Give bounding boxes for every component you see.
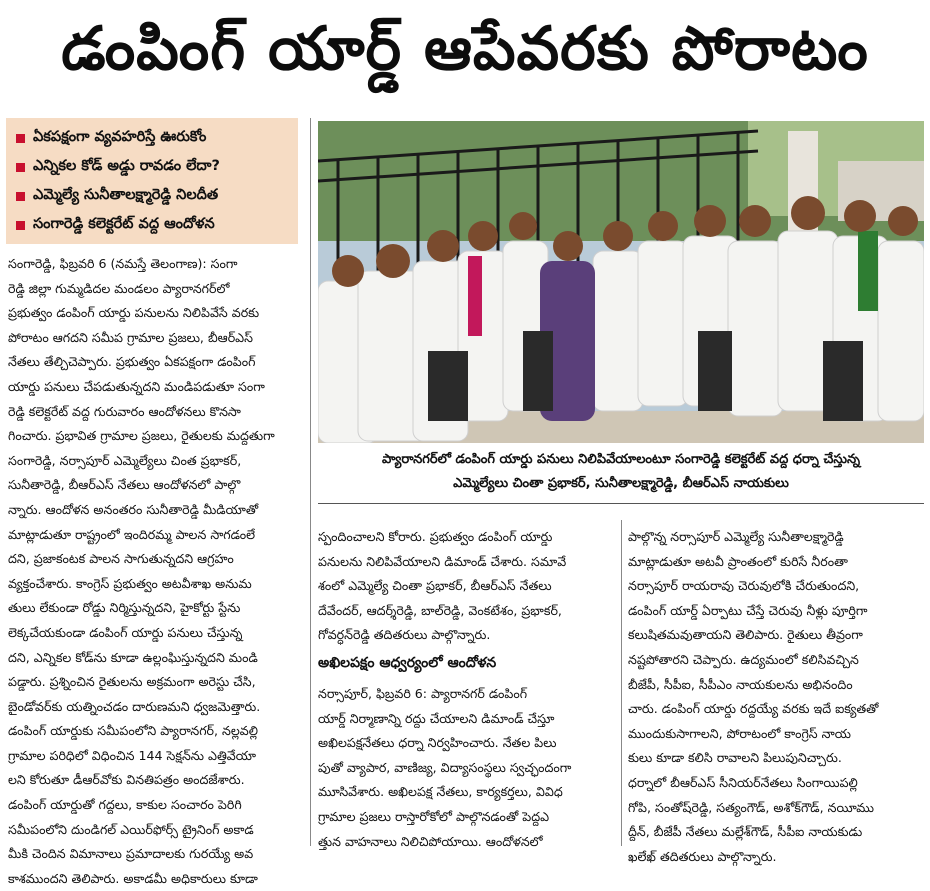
section-subhead: అఖిలపక్షం ఆధ్వర్యంలో ఆందోళన — [318, 654, 497, 671]
article-line: లని కోరుతూ డీఆర్‌వోకు వినతిపత్రం అందజేశారు. — [8, 772, 245, 788]
article-line: మాట్లాడుతూ రాష్ట్రంలో ఇందిరమ్మ పాలన సాగడంలే — [8, 526, 256, 542]
article-line: కాశముందని తెలిపారు. అకాడమీ అధికారులు కూడా — [8, 870, 258, 886]
article-line: గోపి, సంతోష్‌రెడ్డి, సత్యంగౌడ్, అశోక్‌గౌడ్, నయీము — [628, 799, 874, 815]
headline: డంపింగ్ యార్డ్ ఆపేవరకు పోరాటం — [61, 14, 869, 84]
article-line: ధర్నాలో బీఆర్‌ఎస్ సీనియర్‌నేతలు సింగాయిపల్లి — [628, 774, 858, 790]
bullet-square-icon — [16, 134, 25, 143]
article-line: దని, ప్రజాకంటక పాలన సాగుతున్నదని ఆగ్రహం — [8, 551, 234, 567]
highlight-item — [16, 182, 290, 211]
article-line: రెడ్డి జిల్లా గుమ్మడిదల మండలం ప్యారానగర్‌లో — [8, 280, 230, 296]
article-line: నష్టపోతారని చెప్పారు. ఉద్యమంలో కలిసివచ్చిన — [628, 651, 859, 667]
article-line: నర్సాపూర్, ఫిబ్రవరి 6: ప్యారానగర్ డంపింగ్ — [318, 685, 528, 701]
article-line: రెడ్డి కలెక్టరేట్ వద్ద గురువారం ఆందోళనలు కొనసా — [8, 403, 241, 419]
article-line: ద్దీన్, బీజేపీ నేతలు మల్లేశ్‌గౌడ్, సీపీఐ నాయకుడు — [628, 824, 863, 840]
article-line: కలుషితమవుతాయని తెలిపారు. రైతులు తీవ్రంగా — [628, 627, 863, 643]
article-column-1 — [8, 252, 303, 891]
article-line: నర్సాపూర్ రాయరావు చెరువులోకి చేరుతుందని, — [628, 578, 860, 594]
article-line: దేవేందర్, ఆదర్శ్‌రెడ్డి, బాల్‌రెడ్డి, వెంకటేశం, ప్రభాకర్, — [318, 602, 562, 618]
article-line: దని, ఎన్నికల కోడ్‌ను కూడా ఉల్లంఘిస్తున్నదని మండి — [8, 649, 258, 665]
photo-caption — [318, 448, 924, 504]
caption-line: ఎమ్మెల్యేలు చింతా ప్రభాకర్, సునీతాలక్ష్మారెడ్డి, బీఆర్‌ఎస్ నాయకులు — [453, 476, 789, 491]
article-line: యార్డ్ నిర్మాణాన్ని రద్దు చేయాలని డిమాండ్ చేస్తూ — [318, 710, 555, 726]
article-line: బైండోవర్‌కు యత్నించడం దారుణమని ధ్వజమెత్తారు. — [8, 698, 261, 714]
highlight-text: ఏకపక్షంగా వ్యవహరిస్తే ఊరుకోం — [33, 128, 207, 145]
article-line: పాల్గొన్న నర్సాపూర్ ఎమ్మెల్యే సునీతాలక్ష్మారెడ్డి — [628, 529, 844, 544]
article-line: ఖలేఖ్ తదితరులు పాల్గొన్నారు. — [628, 848, 777, 864]
article-line: లెక్కచేయకుండా డంపింగ్ యార్డు పనులు చేస్తున్న — [8, 624, 243, 640]
article-line: సమీపంలోని దుండిగల్ ఎయిర్‌ఫోర్స్ ట్రైనింగ్ అకాడ — [8, 821, 254, 837]
highlight-text: ఎన్నికల కోడ్ అడ్డు రావడం లేదా? — [33, 157, 220, 174]
article-line: మూసివేశారు. అఖిలపక్ష నేతలు, కార్యకర్తలు, వివిధ — [318, 784, 563, 800]
column-divider — [621, 520, 622, 846]
article-column-3 — [628, 525, 924, 869]
article-line: పనులను నిలిపివేయాలని డిమాండ్ చేశారు. సమావే — [318, 553, 567, 569]
article-line: డంపింగ్ యార్డుతో గద్దలు, కాకుల సంచారం పెరిగి — [8, 797, 242, 813]
article-line: కులు కూడా కలిసి రావాలని పిలుపునిచ్చారు. — [628, 750, 842, 766]
article-line: గోవర్ధన్‌రెడ్డి తదితరులు పాల్గొన్నారు. — [318, 627, 491, 643]
article-line: బీజేపీ, సీపీఐ, సీపీఎం నాయకులను అభినందిం — [628, 676, 853, 692]
article-line: మాట్లాడుతూ అటవీ ప్రాంతంలో కురిసే నీరంతా — [628, 553, 848, 569]
article-line: పడ్డారు. ప్రశ్నించిన రైతులను అక్రమంగా అరెస్టు చేసి, — [8, 674, 256, 690]
article-line: సునీతారెడ్డి, బీఆర్‌ఎస్ నేతలు ఆందోళనలో పాల్గొ — [8, 477, 241, 493]
article-line: సంగారెడ్డి, ఫిబ్రవరి 6 (నమస్తే తెలంగాణ): సంగా — [8, 256, 238, 271]
article-line: ప్రభుత్వం డంపింగ్ యార్డు పనులను నిలిపివేసే వరకు — [8, 305, 260, 321]
highlight-item — [16, 124, 290, 153]
article-line: న్నారు. ఆందోళన అనంతరం సునీతారెడ్డి మీడియాతో — [8, 501, 259, 517]
article-line: వ్యక్తంచేశారు. కాంగ్రెస్ ప్రభుత్వం అటవీశాఖ అనుమ — [8, 575, 252, 591]
article-line: తులు లేకుండా రోడ్డు నిర్మిస్తున్నదని, హైకోర్టు స్టేను — [8, 600, 241, 616]
photo-of-protest — [318, 121, 924, 443]
article-line: యార్డు పనులు చేపడుతున్నదని మండిపడుతూ సంగా — [8, 378, 265, 394]
article-line: ముందుకుసాగాలని, పోరాటంలో కాంగ్రెస్ నాయ — [628, 725, 851, 741]
article-line: అఖిలపక్షనేతలు ధర్నా నిర్వహించారు. నేతల పిలు — [318, 735, 557, 751]
highlight-text: ఎమ్మెల్యే సునీతాలక్ష్మారెడ్డి నిలదీత — [33, 186, 219, 203]
column-divider — [310, 118, 311, 846]
article-column-2 — [318, 525, 616, 854]
article-line: గించారు. ప్రభావిత గ్రామాల ప్రజలు, రైతులకు మద్దతుగా — [8, 428, 275, 444]
article-line: శంలో ఎమ్మెల్యే చింతా ప్రభాకర్, బీఆర్‌ఎస్ నేతలు — [318, 578, 552, 594]
highlight-text: సంగారెడ్డి కలెక్టరేట్ వద్ద ఆందోళన — [33, 215, 215, 232]
bullet-square-icon — [16, 192, 25, 201]
article-line: గ్రామాల పరిధిలో విధించిన 144 సెక్షన్‌ను ఎత్తివేయా — [8, 747, 256, 763]
article-line: నేతలు తేల్చిచెప్పారు. ప్రభుత్వం ఏకపక్షంగా డంపింగ్ — [8, 354, 256, 370]
article-line: స్పందించాలని కోరారు. ప్రభుత్వం డంపింగ్ యార్డు — [318, 529, 553, 544]
protest-photo — [318, 121, 924, 443]
article-line: పోరాటం ఆగదని సమీప గ్రామాల ప్రజలు, బీఆర్‌ఎస్ — [8, 329, 253, 345]
bullet-square-icon — [16, 221, 25, 230]
article-line: గ్రామాల ప్రజలు రాస్తారోకోలో పాల్గొనడంతో పెద్దఎ — [318, 808, 550, 824]
highlight-item — [16, 153, 290, 182]
article-line: డంపింగ్ యార్డుకు సమీపంలోని ప్యారానగర్, నల్లవల్లి — [8, 723, 258, 739]
article-line: మీకి చెందిన విమానాలు ప్రమాదాలకు గురయ్యే అవ — [8, 846, 254, 862]
caption-line: ప్యారానగర్‌లో డంపింగ్ యార్డు పనులు నిలిపివేయాలంటూ సంగారెడ్డి కలెక్టరేట్ వద్ద ధర్నా చేస్తున్న — [382, 452, 860, 467]
bullet-square-icon — [16, 163, 25, 172]
highlights-box — [6, 118, 298, 244]
article-line: పుతో వ్యాపార, వాణిజ్య, విద్యాసంస్థలు స్వచ్ఛందంగా — [318, 759, 572, 775]
article-line: చారు. డంపింగ్ యార్డు రద్దయ్యే వరకు ఇదే ఐక్యతతో — [628, 701, 879, 717]
article-line: డంపింగ్ యార్డ్ ఏర్పాటు చేస్తే చెరువు నీళ్లు పూర్తిగా — [628, 602, 868, 618]
highlight-item — [16, 211, 290, 240]
article-line: త్తున వాహనాలు నిలిచిపోయాయి. ఆందోళనలో — [318, 833, 543, 849]
article-line: సంగారెడ్డి, నర్సాపూర్ ఎమ్మెల్యేలు చింత ప్రభాకర్, — [8, 452, 242, 468]
